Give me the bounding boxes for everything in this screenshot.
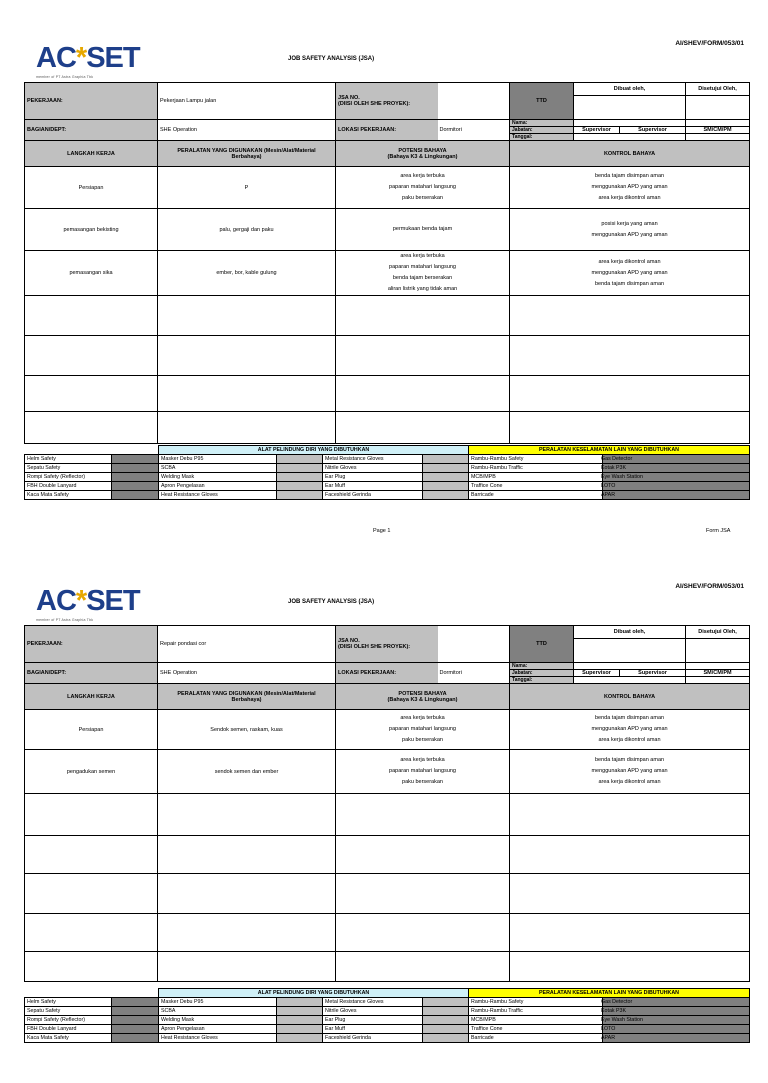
ppe-checkbox[interactable]	[112, 482, 159, 491]
form-label: Form JSA	[706, 528, 731, 534]
signature-box[interactable]	[574, 639, 686, 663]
col-kontrol-bahaya: KONTROL BAHAYA	[510, 141, 750, 167]
ppe-checkbox[interactable]	[423, 1025, 469, 1034]
kontrol-cell[interactable]	[510, 914, 750, 952]
ppe-checkbox[interactable]	[423, 1034, 469, 1043]
peralatan-cell[interactable]: Sendok semen, raskam, kuas	[158, 710, 336, 750]
tanggal-label: Tanggal:	[510, 677, 574, 684]
safety-equipment-title: PERALATAN KESELAMATAN LAIN YANG DIBUTUHKAN	[469, 446, 750, 455]
ppe-item: Helm Safety	[25, 455, 112, 464]
ppe-row	[25, 473, 750, 482]
equipment-checkbox[interactable]	[603, 1034, 750, 1043]
peralatan-cell[interactable]	[158, 874, 336, 914]
disetujui-oleh: Disetujui Oleh,	[686, 83, 750, 96]
equipment-item: Rambu-Rambu Safety Gas Detector	[469, 455, 603, 464]
ppe-checkbox[interactable]	[112, 1016, 159, 1025]
kontrol-cell[interactable]	[510, 296, 750, 336]
ppe-item: FBH Double Lanyard	[25, 1025, 112, 1034]
potensi-cell[interactable]	[336, 914, 510, 952]
lokasi-value[interactable]: Dormitori	[438, 120, 510, 141]
acset-logo: AC*SET member of PT Astra Graphia Tbk	[36, 42, 140, 79]
page-number: Page 1	[373, 528, 391, 534]
ppe-title: ALAT PELINDUNG DIRI YANG DIBUTUHKAN	[159, 446, 469, 455]
langkah-cell[interactable]	[25, 794, 158, 836]
ttd-label: TTD	[510, 626, 574, 663]
kontrol-cell[interactable]	[510, 874, 750, 914]
potensi-cell[interactable]: permukaan benda tajam	[336, 209, 510, 251]
peralatan-cell[interactable]: sendok semen dan ember	[158, 750, 336, 794]
ppe-row	[25, 1007, 750, 1016]
ppe-checkbox[interactable]	[277, 1034, 323, 1043]
ppe-row	[25, 1016, 750, 1025]
langkah-cell[interactable]: Persiapan	[25, 167, 158, 209]
col-langkah-kerja: LANGKAH KERJA	[25, 141, 158, 167]
bagian-value[interactable]: SHE Operation	[158, 120, 336, 141]
star-icon: *	[75, 585, 87, 617]
kontrol-cell[interactable]: benda tajam disimpan aman menggunakan APD yang aman area kerja dikontrol aman	[510, 710, 750, 750]
peralatan-cell[interactable]	[158, 412, 336, 444]
ppe-item: Faceshield Gerinda	[323, 1034, 423, 1043]
langkah-cell[interactable]: pemasangan sika	[25, 251, 158, 296]
ppe-checkbox[interactable]	[423, 473, 469, 482]
lokasi-label: LOKASI PEKERJAAN:	[336, 120, 438, 141]
peralatan-cell[interactable]: P	[158, 167, 336, 209]
langkah-cell[interactable]	[25, 836, 158, 874]
potensi-cell[interactable]	[336, 794, 510, 836]
pekerjaan-value[interactable]: Pekerjaan Lampu jalan	[158, 83, 336, 120]
ppe-checkbox[interactable]	[277, 473, 323, 482]
ppe-checkbox[interactable]	[423, 455, 469, 464]
ppe-checkbox[interactable]	[277, 1016, 323, 1025]
form-code: AI/SHEV/FORM/053/01	[675, 583, 744, 590]
ppe-checkbox[interactable]	[112, 464, 159, 473]
peralatan-cell[interactable]	[158, 376, 336, 412]
ppe-row	[25, 482, 750, 491]
dibuat-oleh: Dibuat oleh,	[574, 626, 686, 639]
jabatan-label: Jabatan:	[510, 127, 574, 134]
pekerjaan-label: PEKERJAAN:	[25, 83, 158, 120]
potensi-cell[interactable]	[336, 836, 510, 874]
kontrol-cell[interactable]: posisi kerja yang aman menggunakan APD yang aman	[510, 209, 750, 251]
lokasi-label: LOKASI PEKERJAAN:	[336, 663, 438, 684]
peralatan-cell[interactable]: ember, bor, kable gulung	[158, 251, 336, 296]
peralatan-cell[interactable]	[158, 336, 336, 376]
ppe-item: FBH Double Lanyard	[25, 482, 112, 491]
jsa-no-value[interactable]	[438, 83, 510, 120]
ppe-item: SCBA	[159, 464, 277, 473]
ppe-checkbox[interactable]	[112, 473, 159, 482]
potensi-cell[interactable]	[336, 376, 510, 412]
kontrol-cell[interactable]: benda tajam disimpan aman menggunakan APD yang aman area kerja dikontrol aman	[510, 750, 750, 794]
kontrol-cell[interactable]	[510, 336, 750, 376]
ppe-item: Faceshield Gerinda	[323, 491, 423, 500]
kontrol-cell[interactable]	[510, 794, 750, 836]
peralatan-cell[interactable]	[158, 296, 336, 336]
ppe-checkbox[interactable]	[423, 464, 469, 473]
table-row	[25, 874, 750, 914]
ppe-checkbox[interactable]	[112, 998, 159, 1007]
equipment-item: Barricade APAR	[469, 491, 603, 500]
kontrol-cell[interactable]	[510, 836, 750, 874]
ppe-item: Apron Pengelasan	[159, 482, 277, 491]
col-langkah-kerja: LANGKAH KERJA	[25, 684, 158, 710]
langkah-cell[interactable]: pemasangan bekisting	[25, 209, 158, 251]
equipment-item: MCB/MPB Eye Wash Station	[469, 1016, 603, 1025]
ppe-checkbox[interactable]	[423, 1007, 469, 1016]
ppe-checkbox[interactable]	[277, 491, 323, 500]
ppe-item: Nitrile Gloves	[323, 1007, 423, 1016]
position: Supervisor	[574, 127, 620, 134]
peralatan-cell[interactable]: palu, gergaji dan paku	[158, 209, 336, 251]
ppe-checkbox[interactable]	[277, 998, 323, 1007]
ppe-item: Masker Debu P95	[159, 455, 277, 464]
nama-label: Nama:	[510, 663, 574, 670]
ppe-item: Metal Resistance Gloves	[323, 455, 423, 464]
jabatan-label: Jabatan:	[510, 670, 574, 677]
potensi-cell[interactable]	[336, 412, 510, 444]
ppe-item: Ear Plug	[323, 473, 423, 482]
equipment-item: Rambu-Rambu Traffic Kotak P3K	[469, 464, 603, 473]
peralatan-cell[interactable]	[158, 914, 336, 952]
acset-logo: AC*SET member of PT Astra Graphia Tbk	[36, 585, 140, 622]
page-title: JOB SAFETY ANALYSIS (JSA)	[288, 599, 375, 605]
ppe-table	[24, 988, 750, 1043]
ppe-checkbox[interactable]	[112, 1025, 159, 1034]
ppe-checkbox[interactable]	[112, 1034, 159, 1043]
langkah-cell[interactable]: Persiapan	[25, 710, 158, 750]
safety-equipment-title: PERALATAN KESELAMATAN LAIN YANG DIBUTUHKAN	[469, 989, 750, 998]
ppe-checkbox[interactable]	[112, 1007, 159, 1016]
dibuat-oleh: Dibuat oleh,	[574, 83, 686, 96]
tanggal-label: Tanggal:	[510, 134, 574, 141]
position: Supervisor	[574, 670, 620, 677]
col-potensi-bahaya: POTENSI BAHAYA (Bahaya K3 & Lingkungan)	[336, 684, 510, 710]
disetujui-oleh: Disetujui Oleh,	[686, 626, 750, 639]
peralatan-cell[interactable]	[158, 794, 336, 836]
ppe-item: Sepatu Safety	[25, 464, 112, 473]
ppe-item: Ear Plug	[323, 1016, 423, 1025]
ppe-item: Apron Pengelasan	[159, 1025, 277, 1034]
langkah-cell[interactable]	[25, 914, 158, 952]
col-kontrol-bahaya: KONTROL BAHAYA	[510, 684, 750, 710]
jsa-table	[24, 625, 750, 982]
kontrol-cell[interactable]	[510, 412, 750, 444]
jsa-page-2	[0, 543, 768, 1083]
col-potensi-bahaya: POTENSI BAHAYA (Bahaya K3 & Lingkungan)	[336, 141, 510, 167]
ppe-row	[25, 1025, 750, 1034]
table-row	[25, 336, 750, 376]
ppe-title: ALAT PELINDUNG DIRI YANG DIBUTUHKAN	[159, 989, 469, 998]
position: SM/CM/PM	[686, 127, 750, 134]
ppe-item: SCBA	[159, 1007, 277, 1016]
bagian-label: BAGIAN/DEPT:	[25, 663, 158, 684]
signature-box[interactable]	[686, 639, 750, 663]
kontrol-cell[interactable]: area kerja dikontrol aman menggunakan APD yang aman benda tajam disimpan aman	[510, 251, 750, 296]
ppe-checkbox[interactable]	[423, 1016, 469, 1025]
ppe-checkbox[interactable]	[423, 998, 469, 1007]
potensi-cell[interactable]	[336, 296, 510, 336]
ppe-item: Ear Muff	[323, 1025, 423, 1034]
ppe-item: Heat Resistance Gloves	[159, 1034, 277, 1043]
ppe-item: Welding Mask	[159, 473, 277, 482]
jsa-page-1	[0, 0, 768, 540]
col-peralatan: PERALATAN YANG DIGUNAKAN (Mesin/Alat/Material Berbahaya)	[158, 141, 336, 167]
form-code: AI/SHEV/FORM/053/01	[675, 40, 744, 47]
star-icon: *	[75, 42, 87, 74]
equipment-checkbox[interactable]	[603, 482, 750, 491]
ppe-item: Metal Resistance Gloves	[323, 998, 423, 1007]
peralatan-cell[interactable]	[158, 836, 336, 874]
langkah-cell[interactable]	[25, 874, 158, 914]
ppe-row	[25, 464, 750, 473]
nama-label: Nama:	[510, 120, 574, 127]
kontrol-cell[interactable]: benda tajam disimpan aman menggunakan APD yang aman area kerja dikontrol aman	[510, 167, 750, 209]
ppe-checkbox[interactable]	[277, 455, 323, 464]
potensi-cell[interactable]	[336, 874, 510, 914]
page-title: JOB SAFETY ANALYSIS (JSA)	[288, 56, 375, 62]
langkah-cell[interactable]	[25, 412, 158, 444]
potensi-cell[interactable]: area kerja terbuka paparan matahari langsung paku berserakan	[336, 710, 510, 750]
table-row	[25, 794, 750, 836]
table-row	[25, 412, 750, 444]
signature-box[interactable]	[686, 96, 750, 120]
table-row	[25, 914, 750, 952]
langkah-cell[interactable]	[25, 952, 158, 982]
col-peralatan: PERALATAN YANG DIGUNAKAN (Mesin/Alat/Material Berbahaya)	[158, 684, 336, 710]
ppe-row	[25, 455, 750, 464]
ttd-label: TTD	[510, 83, 574, 120]
jsa-no-label: JSA NO. (DIISI OLEH SHE PROYEK):	[336, 626, 438, 663]
ppe-item: Sepatu Safety	[25, 1007, 112, 1016]
pekerjaan-label: PEKERJAAN:	[25, 626, 158, 663]
ppe-checkbox[interactable]	[277, 482, 323, 491]
langkah-cell[interactable]	[25, 376, 158, 412]
ppe-item: Heat Resistance Gloves	[159, 491, 277, 500]
ppe-item: Ear Muff	[323, 482, 423, 491]
table-row	[25, 209, 750, 251]
jsa-table	[24, 82, 750, 444]
ppe-checkbox[interactable]	[277, 1007, 323, 1016]
position: Supervisor	[620, 670, 686, 677]
ppe-item: Nitrile Gloves	[323, 464, 423, 473]
ppe-item: Rompi Safety (Reflector)	[25, 473, 112, 482]
ppe-checkbox[interactable]	[277, 464, 323, 473]
potensi-cell[interactable]: area kerja terbuka paparan matahari langsung paku berserakan	[336, 750, 510, 794]
ppe-checkbox[interactable]	[423, 491, 469, 500]
ppe-checkbox[interactable]	[112, 491, 159, 500]
equipment-item: MCB/MPB Eye Wash Station	[469, 473, 603, 482]
potensi-cell[interactable]: area kerja terbuka paparan matahari langsung benda tajam berserakan aliran listrik yang tidak aman	[336, 251, 510, 296]
equipment-item: Traffice Cone LOTO	[469, 482, 603, 491]
ppe-table	[24, 445, 750, 500]
ppe-item: Kaca Mata Safety	[25, 1034, 112, 1043]
equipment-item: Barricade APAR	[469, 1034, 603, 1043]
ppe-item: Welding Mask	[159, 1016, 277, 1025]
bagian-value[interactable]: SHE Operation	[158, 663, 336, 684]
table-row	[25, 251, 750, 296]
kontrol-cell[interactable]	[510, 952, 750, 982]
langkah-cell[interactable]	[25, 296, 158, 336]
position: SM/CM/PM	[686, 670, 750, 677]
potensi-cell[interactable]	[336, 336, 510, 376]
equipment-item: Rambu-Rambu Traffic Kotak P3K	[469, 1007, 603, 1016]
peralatan-cell[interactable]	[158, 952, 336, 982]
table-row	[25, 750, 750, 794]
table-row	[25, 710, 750, 750]
equipment-checkbox[interactable]	[603, 1025, 750, 1034]
bagian-label: BAGIAN/DEPT:	[25, 120, 158, 141]
ppe-checkbox[interactable]	[277, 1025, 323, 1034]
potensi-cell[interactable]	[336, 952, 510, 982]
position: Supervisor	[620, 127, 686, 134]
ppe-row	[25, 491, 750, 500]
pekerjaan-value[interactable]: Repair pondasi cor	[158, 626, 336, 663]
table-row	[25, 376, 750, 412]
table-row	[25, 952, 750, 982]
equipment-item: Traffice Cone LOTO	[469, 1025, 603, 1034]
signature-box[interactable]	[574, 96, 686, 120]
equipment-checkbox[interactable]	[603, 491, 750, 500]
table-row	[25, 296, 750, 336]
equipment-item: Rambu-Rambu Safety Gas Detector	[469, 998, 603, 1007]
jsa-no-label: JSA NO. (DIISI OLEH SHE PROYEK):	[336, 83, 438, 120]
table-row	[25, 836, 750, 874]
ppe-checkbox[interactable]	[423, 482, 469, 491]
langkah-cell[interactable]	[25, 336, 158, 376]
table-row	[25, 167, 750, 209]
potensi-cell[interactable]: area kerja terbuka paparan matahari langsung paku berserakan	[336, 167, 510, 209]
jsa-no-value[interactable]	[438, 626, 510, 663]
ppe-item: Masker Debu P95	[159, 998, 277, 1007]
lokasi-value[interactable]: Dormitori	[438, 663, 510, 684]
ppe-item: Kaca Mata Safety	[25, 491, 112, 500]
kontrol-cell[interactable]	[510, 376, 750, 412]
ppe-row	[25, 998, 750, 1007]
ppe-item: Helm Safety	[25, 998, 112, 1007]
ppe-row	[25, 1034, 750, 1043]
ppe-item: Rompi Safety (Reflector)	[25, 1016, 112, 1025]
langkah-cell[interactable]: pengadukan semen	[25, 750, 158, 794]
ppe-checkbox[interactable]	[112, 455, 159, 464]
